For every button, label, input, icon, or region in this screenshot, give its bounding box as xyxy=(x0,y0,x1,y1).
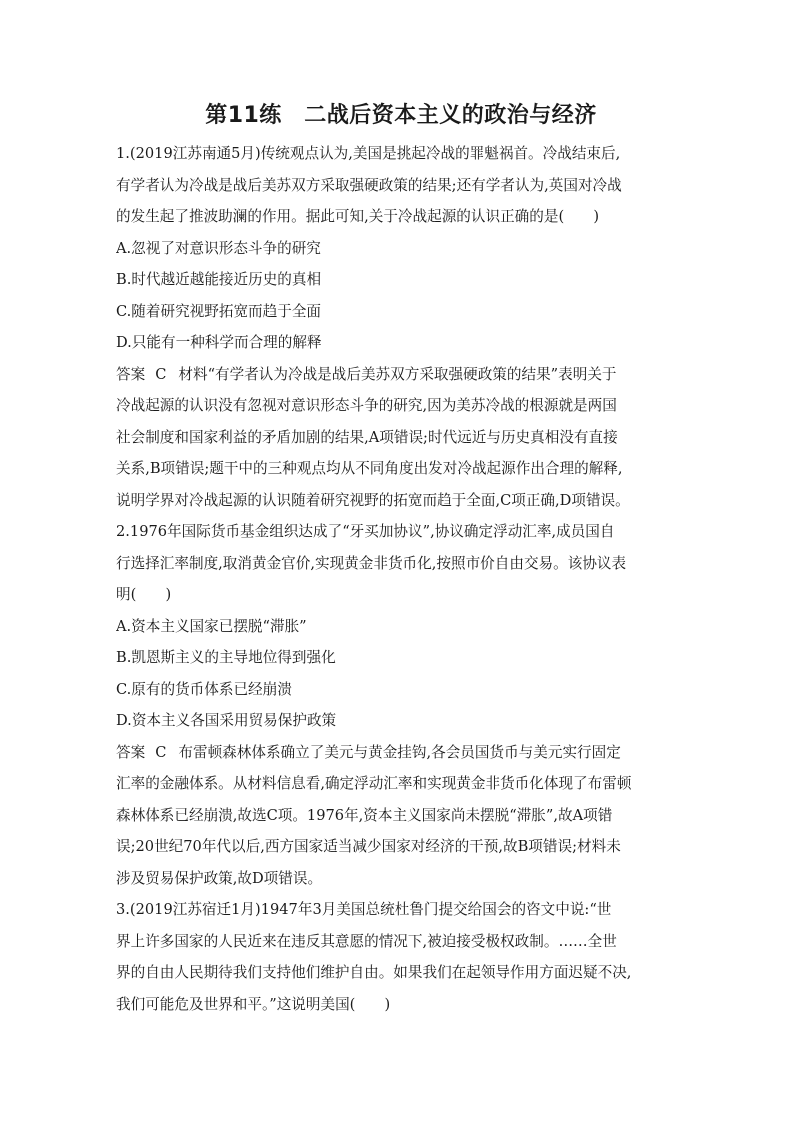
question-stem-line: 明( ) xyxy=(116,586,172,603)
question-1 xyxy=(116,138,686,516)
answer-line xyxy=(116,359,686,391)
answer-explanation-line: 汇率的金融体系。从材料信息看,确定浮动汇率和实现黄金非货币化体现了布雷顿 xyxy=(116,775,632,792)
answer-explanation-line: 冷战起源的认识没有忽视对意识形态斗争的研究,因为美苏冷战的根源就是两国 xyxy=(116,397,617,414)
page-title: 第11练 二战后资本主义的政治与经济 xyxy=(205,103,597,128)
answer-explanation-line: 涉及贸易保护政策,故D项错误。 xyxy=(116,869,323,887)
question-3 xyxy=(116,894,686,1020)
answer-explanation: 布雷顿森林体系确立了美元与黄金挂钩,各会员国货币与美元实行固定 xyxy=(178,743,621,761)
question-stem-line: 的发生起了推波助澜的作用。据此可知,关于冷战起源的认识正确的是( ) xyxy=(116,208,600,225)
answer-line xyxy=(116,737,686,769)
option-b: B.时代越近越能接近历史的真相 xyxy=(116,271,322,288)
answer-letter: C xyxy=(155,743,167,761)
option-b: B.凯恩斯主义的主导地位得到强化 xyxy=(116,649,336,666)
option-c: C.随着研究视野拓宽而趋于全面 xyxy=(116,302,322,320)
question-2 xyxy=(116,516,686,894)
option-d: D.资本主义各国采用贸易保护政策 xyxy=(116,712,337,729)
option-a: A.忽视了对意识形态斗争的研究 xyxy=(116,239,321,257)
answer-explanation-line: 森林体系已经崩溃,故选C项。1976年,资本主义国家尚未摆脱“滞胀”,故A项错 xyxy=(116,806,613,824)
answer-explanation: 材料“有学者认为冷战是战后美苏双方采取强硬政策的结果”表明关于 xyxy=(178,365,617,383)
answer-explanation-line: 说明学界对冷战起源的认识随着研究视野的拓宽而趋于全面,C项正确,D项错误。 xyxy=(116,491,630,509)
answer-letter: C xyxy=(155,365,167,383)
option-d: D.只能有一种科学而合理的解释 xyxy=(116,334,322,351)
question-stem-line: 界上许多国家的人民近来在违反其意愿的情况下,被迫接受极权政制。……全世 xyxy=(116,932,617,950)
answer-explanation-line: 社会制度和国家利益的矛盾加剧的结果,A项错误;时代远近与历史真相没有直接 xyxy=(116,428,618,446)
question-stem-line: 3.(2019江苏宿迁1月)1947年3月美国总统杜鲁门提交给国会的咨文中说:“世 xyxy=(116,901,612,918)
question-stem-line: 2.1976年国际货币基金组织达成了“牙买加协议”,协议确定浮动汇率,成员国自 xyxy=(116,523,615,540)
question-stem-line: 行选择汇率制度,取消黄金官价,实现黄金非货币化,按照市价自由交易。该协议表 xyxy=(116,554,627,572)
document-page xyxy=(116,100,686,1020)
question-stem-line: 1.(2019江苏南通5月)传统观点认为,美国是挑起冷战的罪魁祸首。冷战结束后, xyxy=(116,145,621,162)
option-c: C.原有的货币体系已经崩溃 xyxy=(116,680,292,698)
question-stem-line: 界的自由人民期待我们支持他们维护自由。如果我们在起领导作用方面迟疑不决, xyxy=(116,964,632,981)
question-stem-line: 有学者认为冷战是战后美苏双方采取强硬政策的结果;还有学者认为,英国对冷战 xyxy=(116,176,622,194)
option-a: A.资本主义国家已摆脱“滞胀” xyxy=(116,617,307,635)
question-stem-line: 我们可能危及世界和平。”这说明美国( ) xyxy=(116,995,391,1013)
answer-explanation-line: 误;20世纪70年代以后,西方国家适当减少国家对经济的干预,故B项错误;材料未 xyxy=(116,838,621,855)
answer-explanation-line: 关系,B项错误;题干中的三种观点均从不同角度出发对冷战起源作出合理的解释, xyxy=(116,460,623,477)
answer-label: 答案 xyxy=(116,365,146,383)
answer-label: 答案 xyxy=(116,743,146,761)
